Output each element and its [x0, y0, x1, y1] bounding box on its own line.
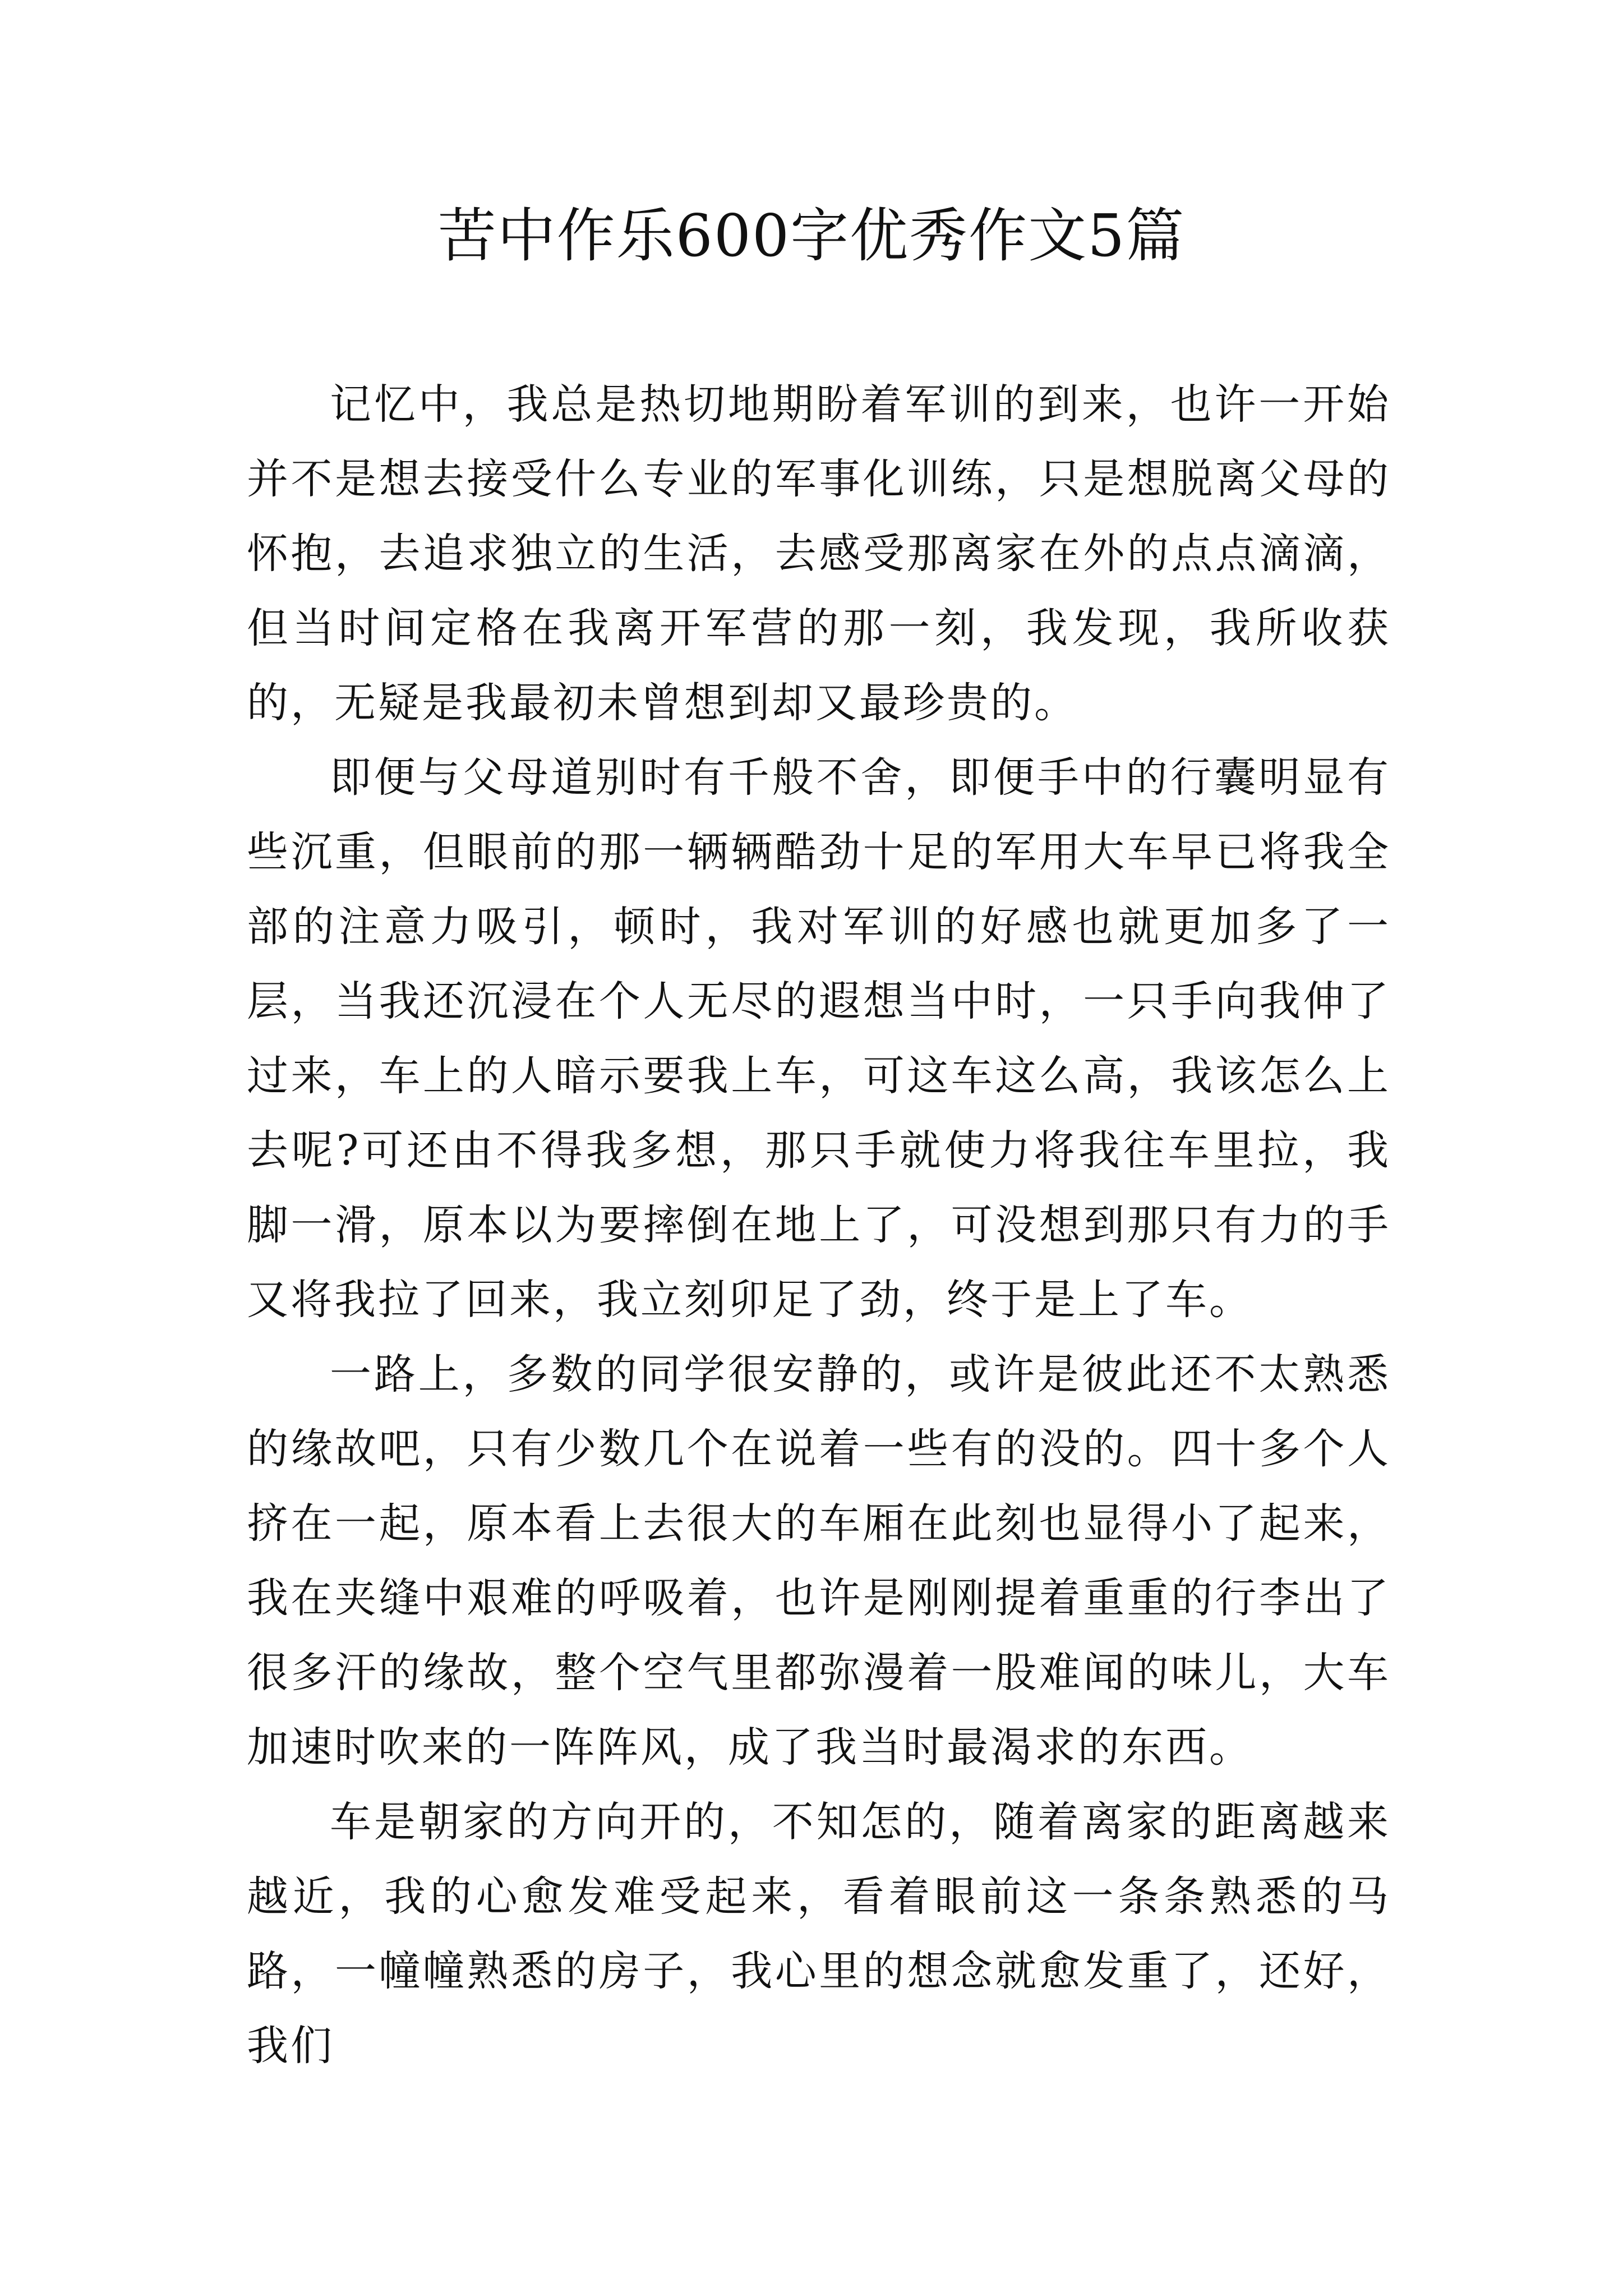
paragraph: 一路上，多数的同学很安静的，或许是彼此还不太熟悉的缘故吧，只有少数几个在说着一些有的没的。四十多个人挤在一起，原本看上去很大的车厢在此刻也显得小了起来，我在夹缝中艰难的呼吸着，也许是刚刚提着重重的行李出了很多汗的缘故，整个空气里都弥漫着一股难闻的味儿，大车加速时吹来的一阵阵风，成了我当时最渴求的东西。 — [247, 1350, 1391, 1772]
paragraph: 车是朝家的方向开的，不知怎的，随着离家的距离越来越近，我的心愈发难受起来，看着眼前这一条条熟悉的马路，一幢幢熟悉的房子，我心里的想念就愈发重了，还好，我们 — [247, 1798, 1391, 2070]
document-title: 苦中作乐600字优秀作文5篇 — [437, 201, 1186, 270]
paragraph: 即便与父母道别时有千般不舍，即便手中的行囊明显有些沉重，但眼前的那一辆辆酷劲十足的军用大车早已将我全部的注意力吸引，顿时，我对军训的好感也就更加多了一层，当我还沉浸在个人无尽的遐想当中时，一只手向我伸了过来，车上的人暗示要我上车，可这车这么高，我该怎么上去呢?可还由不得我多想，那只手就使力将我往车里拉，我脚一滑，原本以为要摔倒在地上了，可没想到那只有力的手又将我拉了回来，我立刻卯足了劲，终于是上了车。 — [247, 753, 1391, 1324]
document-body — [247, 367, 1391, 2083]
paragraph: 记忆中，我总是热切地期盼着军训的到来，也许一开始并不是想去接受什么专业的军事化训练，只是想脱离父母的怀抱，去追求独立的生活，去感受那离家在外的点点滴滴，但当时间定格在我离开军营的那一刻，我发现，我所收获的，无疑是我最初未曾想到却又最珍贵的。 — [247, 380, 1391, 727]
